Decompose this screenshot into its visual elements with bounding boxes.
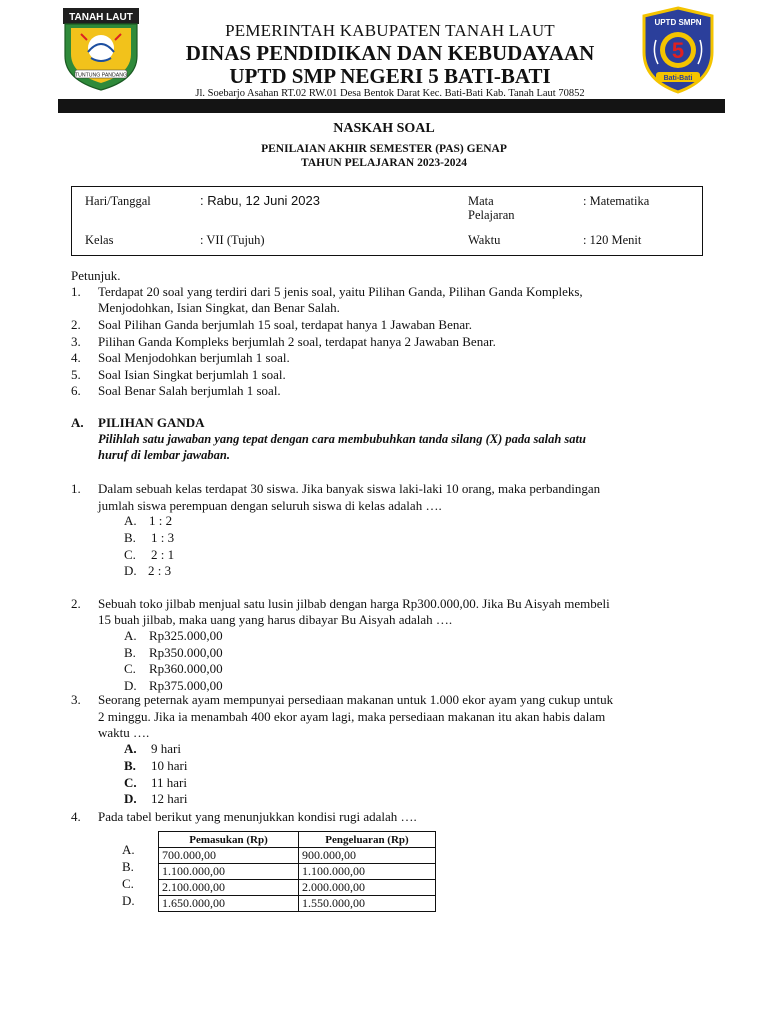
income-expense-table [158,831,436,912]
section-instruction: Pilihlah satu jawaban yang tepat dengan cara membubuhkan tanda silang (X) pada salah satu [98,432,586,446]
instruction-number: 4. [71,350,81,365]
option-text: 2 : 3 [148,563,172,578]
table-cell: 1.550.000,00 [299,896,436,912]
academic-year: TAHUN PELAJARAN 2023-2024 [301,157,467,169]
tanah-laut-logo [61,6,141,92]
section-instruction: huruf di lembar jawaban. [98,448,230,462]
logo-left-motto: TUNTUNG PANDANG [74,72,128,79]
subject-value: : Matematika [583,194,650,208]
option-letter: A. [124,513,137,528]
instruction-number: 1. [71,284,81,299]
option-letter: C. [124,775,137,790]
logo-left-text: TANAH LAUT [69,12,133,23]
option-letter: C. [124,661,136,676]
question-text: Dalam sebuah kelas terdapat 30 siswa. Jika banyak siswa laki-laki 10 orang, maka perbandingan [98,481,601,496]
table-row [159,848,436,864]
subject-label-2: Pelajaran [468,208,515,222]
government-name: PEMERINTAH KABUPATEN TANAH LAUT [225,21,555,40]
question-text: Sebuah toko jilbab menjual satu lusin jilbab dengan harga Rp300.000,00. Jika Bu Aisyah membeli [98,596,610,611]
svg-text:5: 5 [671,38,685,63]
instruction-text: Soal Benar Salah berjumlah 1 soal. [98,383,281,398]
day-value: : Rabu, 12 Juni 2023 [200,193,320,208]
instruction-text: Pilihan Ganda Kompleks berjumlah 2 soal, terdapat hanya 2 Jawaban Benar. [98,334,496,349]
option-letter: C. [124,547,136,562]
option-text: 1 : 3 [151,530,175,545]
table-row [159,864,436,880]
department-name: DINAS PENDIDIKAN DAN KEBUDAYAAN [185,41,595,65]
question-number: 4. [71,809,81,824]
option-text: Rp360.000,00 [149,661,223,676]
table-cell: 2.100.000,00 [159,880,299,896]
logo-right-text: UPTD SMPN [654,18,702,27]
instruction-number: 2. [71,317,81,332]
option-text: 9 hari [151,741,181,756]
option-letter: C. [122,876,134,891]
option-letter: B. [124,645,136,660]
letterhead [0,0,768,112]
question-number: 3. [71,692,81,707]
question-number: 2. [71,596,81,611]
subject-label-1: Mata [468,194,494,208]
option-text: Rp325.000,00 [149,628,223,643]
school-address: Jl. Soebarjo Asahan RT.02 RW.01 Desa Bentok Darat Kec. Bati-Bati Kab. Tanah Laut 70852 [195,88,585,99]
option-text: 2 : 1 [151,547,175,562]
option-text: 11 hari [151,775,187,790]
exam-info-box [71,186,703,256]
table-row [159,896,436,912]
school-logo [640,6,716,94]
question-text: 2 minggu. Jika ia menambah 400 ekor ayam lagi, maka persediaan makanan itu akan habis dalam [98,709,606,724]
table-header-row [159,832,436,848]
instruction-number: 3. [71,334,81,349]
table-cell: 1.650.000,00 [159,896,299,912]
option-letter: D. [124,678,137,693]
time-label: Waktu [468,233,501,247]
instruction-text: Soal Menjodohkan berjumlah 1 soal. [98,350,290,365]
instruction-text: Terdapat 20 soal yang terdiri dari 5 jenis soal, yaitu Pilihan Ganda, Pilihan Ganda Kompleks, [98,284,583,299]
table-row [159,880,436,896]
option-letter: D. [124,791,137,806]
option-text: Rp350.000,00 [149,645,223,660]
option-letter: A. [124,741,137,756]
table-cell: 700.000,00 [159,848,299,864]
instruction-text: Menjodohkan, Isian Singkat, dan Benar Salah. [98,300,340,315]
instruction-text: Soal Pilihan Ganda berjumlah 15 soal, terdapat hanya 1 Jawaban Benar. [98,317,473,332]
instruction-text: Soal Isian Singkat berjumlah 1 soal. [98,367,286,382]
letterhead-divider [58,99,725,113]
question-text: Seorang peternak ayam mempunyai persediaan makanan untuk 1.000 ekor ayam yang cukup untuk [98,692,614,707]
table-cell: 1.100.000,00 [299,864,436,880]
question-number: 1. [71,481,81,496]
option-letter: B. [124,758,136,773]
table-cell: 1.100.000,00 [159,864,299,880]
instructions-heading: Petunjuk. [71,268,121,283]
option-text: Rp375.000,00 [149,678,223,693]
option-letter: B. [122,859,134,874]
option-text: 10 hari [151,758,188,773]
time-value: : 120 Menit [583,233,642,247]
question-text: jumlah siswa perempuan dengan seluruh siswa di kelas adalah …. [98,498,442,513]
doc-title: NASKAH SOAL [333,121,435,136]
option-text: 1 : 2 [149,513,173,528]
table-cell: 900.000,00 [299,848,436,864]
table-cell: 2.000.000,00 [299,880,436,896]
option-letter: A. [124,628,137,643]
instruction-number: 6. [71,383,81,398]
option-letter: B. [124,530,136,545]
option-text: 12 hari [151,791,188,806]
option-letter: D. [124,563,137,578]
class-label: Kelas [85,233,114,247]
exam-name: PENILAIAN AKHIR SEMESTER (PAS) GENAP [261,143,507,155]
class-value: : VII (Tujuh) [200,233,265,247]
option-letter: D. [122,893,135,908]
section-title: PILIHAN GANDA [98,415,205,430]
column-header: Pengeluaran (Rp) [299,832,436,848]
column-header: Pemasukan (Rp) [159,832,299,848]
question-text: waktu …. [98,725,150,740]
option-letter: A. [122,842,135,857]
question-text: 15 buah jilbab, maka uang yang harus dibayar Bu Aisyah adalah …. [98,612,453,627]
day-label: Hari/Tanggal [85,194,151,208]
section-label: A. [71,415,84,430]
school-name: UPTD SMP NEGERI 5 BATI-BATI [229,64,551,88]
instruction-number: 5. [71,367,81,382]
logo-right-sub: Bati-Bati [663,75,693,82]
question-text: Pada tabel berikut yang menunjukkan kondisi rugi adalah …. [98,809,417,824]
